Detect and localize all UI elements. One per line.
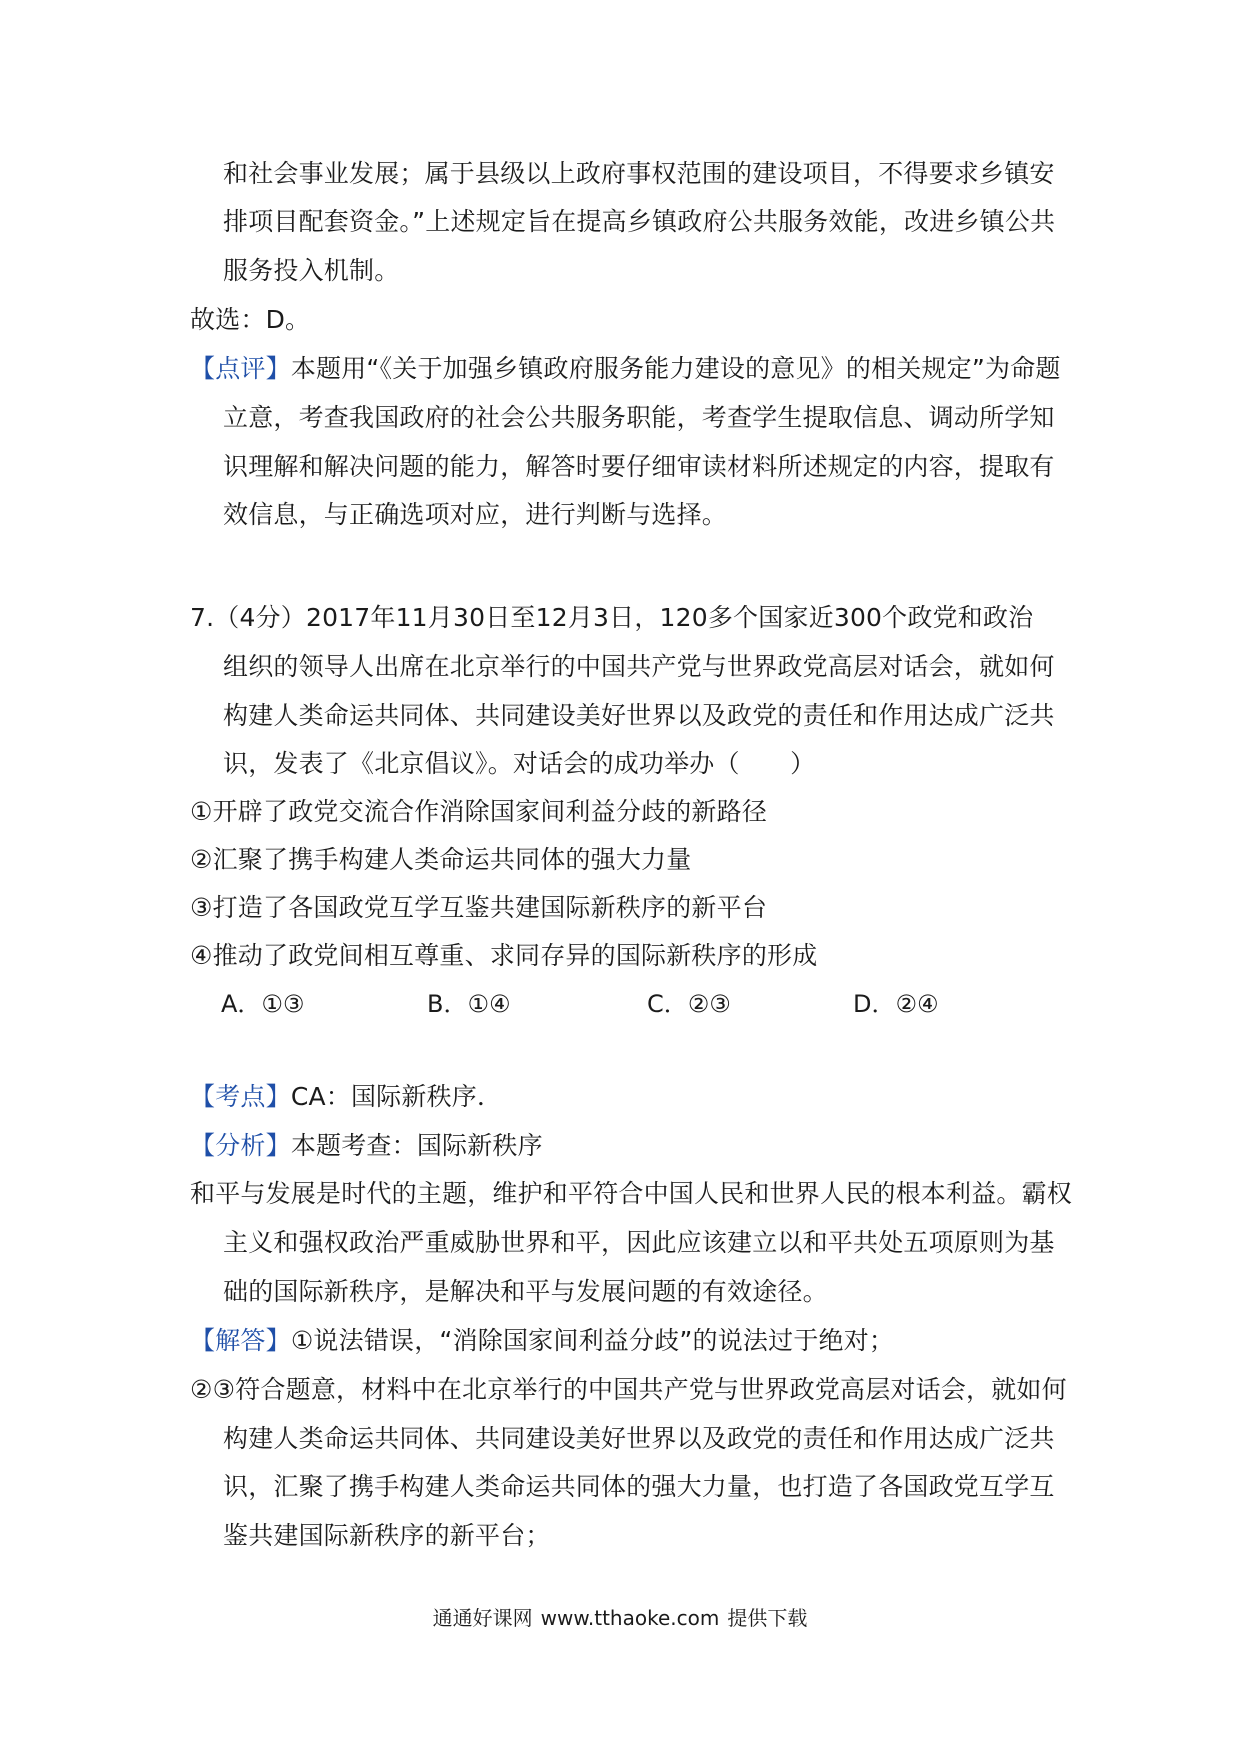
kaodian-line bbox=[190, 1082, 502, 1112]
choice-c: C．②③ bbox=[647, 990, 731, 1018]
answer-choices bbox=[221, 989, 961, 1019]
jieda-body-line: 鉴共建国际新秩序的新平台； bbox=[223, 1521, 551, 1550]
choice-d: D．②④ bbox=[853, 990, 939, 1018]
jieda-body-line: 构建人类命运共同体、共同建设美好世界以及政党的责任和作用达成广泛共 bbox=[223, 1424, 1055, 1453]
comment-first-line bbox=[190, 354, 1061, 384]
statement-item: ①开辟了政党交流合作消除国家间利益分歧的新路径 bbox=[190, 797, 768, 826]
comment-text-line: 效信息，与正确选项对应，进行判断与选择。 bbox=[223, 500, 728, 529]
answer-text-line: 服务投入机制。 bbox=[223, 256, 400, 285]
question-stem-line: 识，发表了《北京倡议》。对话会的成功举办（ ） bbox=[223, 749, 816, 778]
fenxi-tag: 【分析】 bbox=[190, 1131, 291, 1160]
comment-text-line: 立意，考查我国政府的社会公共服务职能，考查学生提取信息、调动所学知 bbox=[223, 403, 1055, 432]
fenxi-text: 本题考查：国际新秩序 bbox=[290, 1131, 543, 1160]
choice-a: A．①③ bbox=[221, 990, 305, 1018]
question-stem-line: 构建人类命运共同体、共同建设美好世界以及政党的责任和作用达成广泛共 bbox=[223, 701, 1055, 730]
statement-item: ③打造了各国政党互学互鉴共建国际新秩序的新平台 bbox=[190, 893, 768, 922]
jieda-line bbox=[190, 1326, 894, 1356]
statement-item: ④推动了政党间相互尊重、求同存异的国际新秩序的形成 bbox=[190, 941, 818, 970]
fenxi-body-line: 和平与发展是时代的主题，维护和平符合中国人民和世界人民的根本利益。霸权 bbox=[190, 1179, 1073, 1208]
jieda-tag: 【解答】 bbox=[190, 1326, 291, 1355]
footer-note: 提供下载 bbox=[727, 1606, 808, 1630]
kaodian-tag: 【考点】 bbox=[190, 1082, 291, 1111]
fenxi-line bbox=[190, 1131, 543, 1161]
statement-item: ②汇聚了携手构建人类命运共同体的强大力量 bbox=[190, 845, 692, 874]
fenxi-body-line: 础的国际新秩序，是解决和平与发展问题的有效途径。 bbox=[223, 1277, 828, 1306]
fenxi-body-line: 主义和强权政治严重威胁世界和平，因此应该建立以和平共处五项原则为基 bbox=[223, 1228, 1055, 1257]
comment-tag: 【点评】 bbox=[190, 354, 291, 383]
choice-b: B．①④ bbox=[427, 990, 511, 1018]
kaodian-text: CA：国际新秩序． bbox=[290, 1082, 503, 1111]
question-stem-line: 7.（4分）2017年11月30日至12月3日，120多个国家近300个政党和政治 bbox=[190, 603, 1034, 632]
answer-text-line: 排项目配套资金。”上述规定旨在提高乡镇政府公共服务效能，改进乡镇公共 bbox=[223, 207, 1056, 236]
jieda-body-line: 识，汇聚了携手构建人类命运共同体的强大力量，也打造了各国政党互学互 bbox=[223, 1472, 1055, 1501]
page-footer bbox=[0, 1605, 1240, 1631]
jieda-text: ①说法错误，“消除国家间利益分歧”的说法过于绝对； bbox=[290, 1326, 895, 1355]
question-stem-line: 组织的领导人出席在北京举行的中国共产党与世界政党高层对话会，就如何 bbox=[223, 652, 1055, 681]
jieda-body-line: ②③符合题意，材料中在北京举行的中国共产党与世界政党高层对话会，就如何 bbox=[190, 1375, 1067, 1404]
comment-text-line: 识理解和解决问题的能力，解答时要仔细审读材料所述规定的内容，提取有 bbox=[223, 452, 1055, 481]
answer-choice-line: 故选：D。 bbox=[190, 305, 311, 334]
comment-text: 本题用“《关于加强乡镇政府服务能力建设的意见》的相关规定”为命题 bbox=[290, 354, 1061, 383]
footer-site-name: 通通好课网 bbox=[432, 1606, 533, 1630]
footer-url[interactable]: www.tthaoke.com bbox=[540, 1606, 720, 1630]
answer-text-line: 和社会事业发展；属于县级以上政府事权范围的建设项目，不得要求乡镇安 bbox=[223, 159, 1055, 188]
